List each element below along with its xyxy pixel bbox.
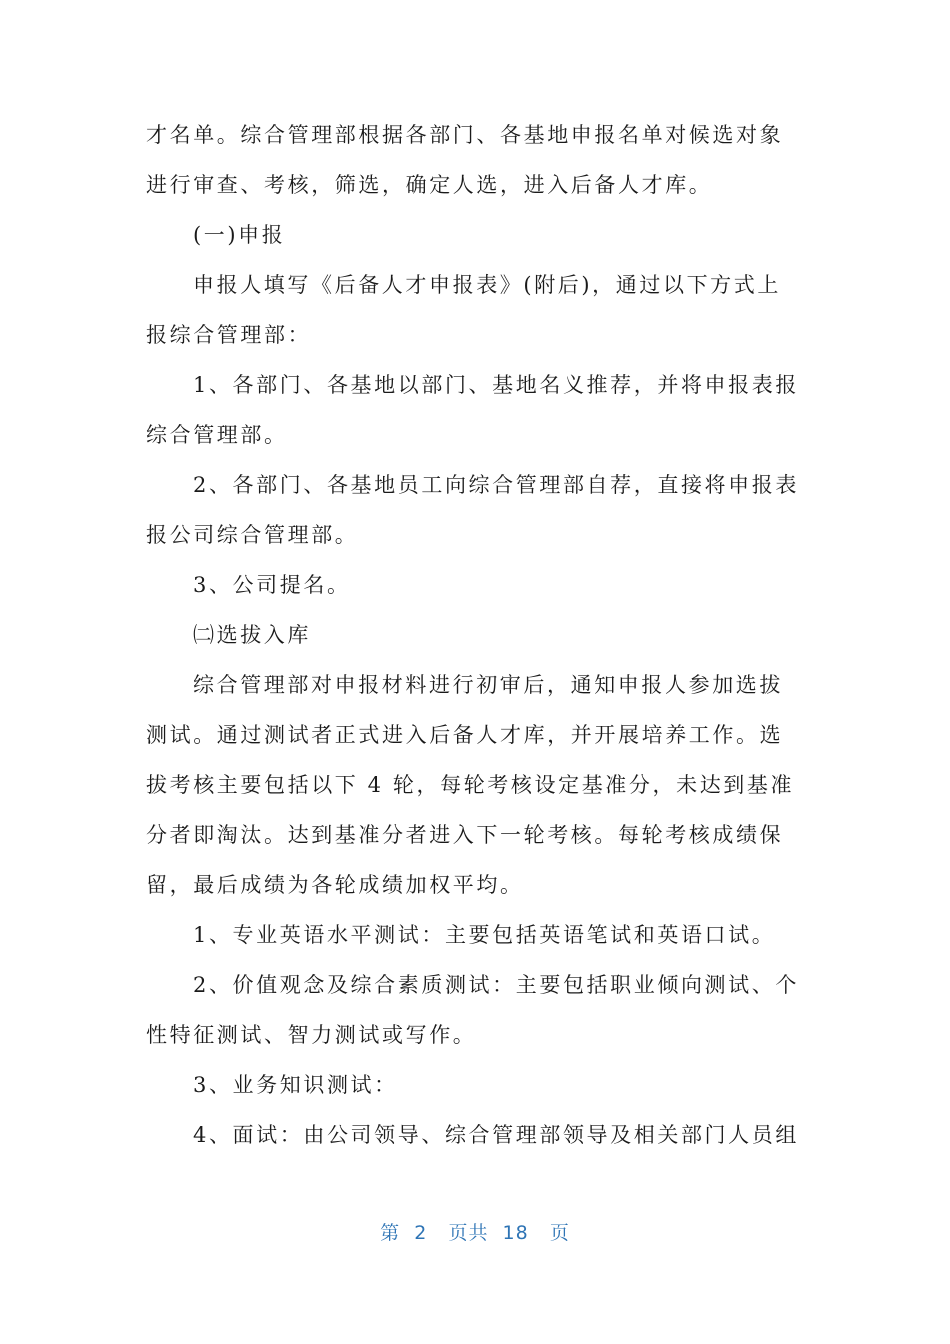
text-line: 2、价值观念及综合素质测试：主要包括职业倾向测试、个 [193,973,799,997]
text-line: 4、面试：由公司领导、综合管理部领导及相关部门人员组 [193,1123,799,1147]
document-body [146,110,806,1160]
text-line: 进行审查、考核，筛选，确定人选，进入后备人才库。 [146,173,713,197]
text-line: 才名单。综合管理部根据各部门、各基地申报名单对候选对象 [146,123,784,147]
text-line: 性特征测试、智力测试或写作。 [146,1023,477,1047]
text-line: ㈡选拔入库 [193,623,311,647]
text-line: 报综合管理部： [146,323,312,347]
text-line: 3、业务知识测试： [193,1073,398,1097]
text-line: 申报人填写《后备人才申报表》(附后)，通过以下方式上 [193,273,781,297]
text-line: 1、各部门、各基地以部门、基地名义推荐，并将申报表报 [193,373,799,397]
page-number-label: 第 2 页共 18 页 [380,1222,570,1244]
page-footer [0,1218,950,1245]
text-line: 报公司综合管理部。 [146,523,359,547]
text-line: 测试。通过测试者正式进入后备人才库，并开展培养工作。选 [146,723,784,747]
text-line: 分者即淘汰。达到基准分者进入下一轮考核。每轮考核成绩保 [146,823,784,847]
text-line: 综合管理部对申报材料进行初审后，通知申报人参加选拔 [193,673,783,697]
text-line: 留，最后成绩为各轮成绩加权平均。 [146,873,524,897]
text-line: 3、公司提名。 [193,573,351,597]
text-line: (一)申报 [193,223,286,247]
text-line: 2、各部门、各基地员工向综合管理部自荐，直接将申报表 [193,473,799,497]
text-line: 综合管理部。 [146,423,288,447]
text-line: 1、专业英语水平测试：主要包括英语笔试和英语口试。 [193,923,776,947]
text-line: 拔考核主要包括以下 4 轮，每轮考核设定基准分，未达到基准 [146,773,795,797]
